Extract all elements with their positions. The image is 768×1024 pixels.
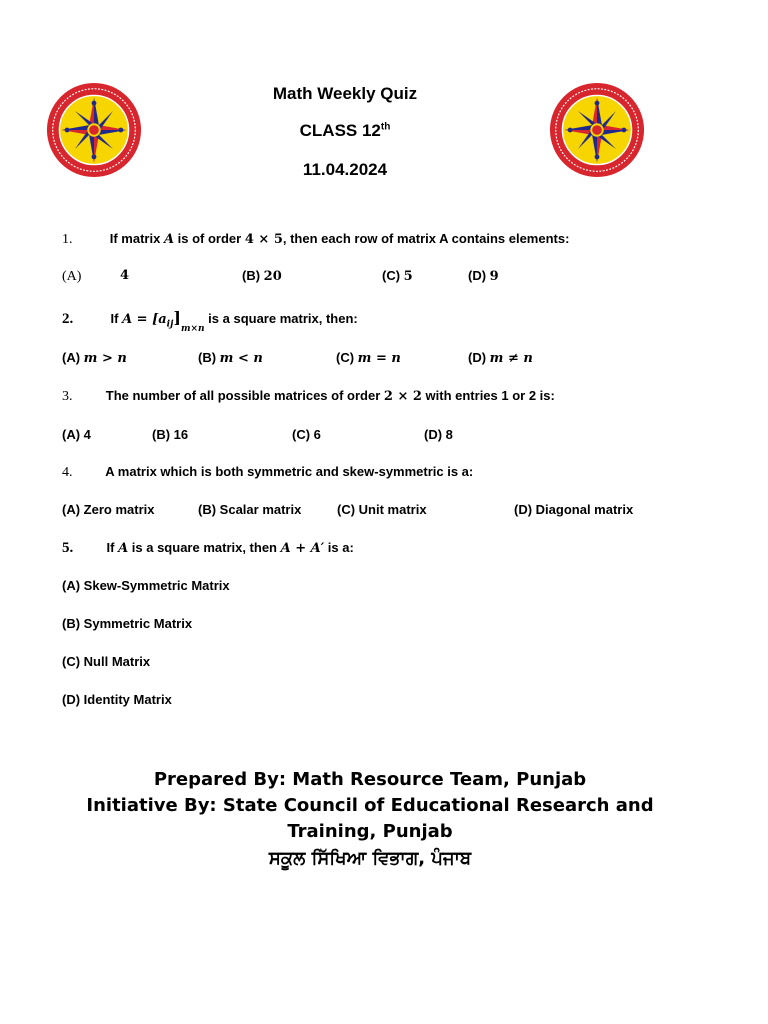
option-value: m = n	[357, 351, 401, 366]
option-letter: (B)	[242, 268, 261, 283]
q3-option-d	[424, 427, 453, 442]
q3-option-c	[292, 427, 321, 442]
question-number: 1.	[62, 232, 73, 247]
question-text: A matrix which is both symmetric and skew-symmetric is a:	[105, 464, 474, 479]
q1-option-d	[468, 268, 499, 284]
option-value: 5	[403, 269, 413, 284]
option-value: Unit matrix	[358, 502, 427, 517]
math-expr: A = [a	[122, 312, 167, 327]
math-expr: 2 × 2	[383, 389, 422, 404]
option-letter: (D)	[468, 350, 487, 365]
option-letter: (D)	[62, 692, 81, 707]
question-3	[62, 388, 555, 405]
option-letter: (C)	[337, 502, 356, 517]
q2-option-c	[336, 350, 401, 366]
question-5	[62, 540, 354, 557]
q1-option-a	[62, 268, 81, 285]
option-letter: (C)	[382, 268, 401, 283]
option-letter: (A)	[62, 427, 81, 442]
department-punjabi: ਸਕੂਲ ਸਿੱਖਿਆ ਵਿਭਾਗ, ਪੰਜਾਬ	[268, 848, 472, 869]
option-letter: (D)	[468, 268, 487, 283]
option-value: 4	[83, 427, 91, 442]
option-value: 8	[445, 427, 453, 442]
option-letter: (A)	[62, 502, 81, 517]
question-text-c: , then each row of matrix A contains elements:	[282, 231, 570, 246]
q4-option-b	[198, 502, 301, 517]
question-text-c: is a:	[324, 540, 354, 555]
option-letter: (C)	[292, 427, 311, 442]
math-order: m×n	[180, 323, 205, 334]
initiative-by: Initiative By: State Council of Educational Research and	[86, 795, 654, 816]
option-value: Skew-Symmetric Matrix	[83, 578, 230, 593]
q1-option-b	[242, 268, 282, 284]
question-text-b: with entries 1 or 2 is:	[421, 388, 555, 403]
option-value: 16	[173, 427, 189, 442]
quiz-title: Math Weekly Quiz	[272, 84, 418, 103]
option-value: 6	[313, 427, 321, 442]
option-letter: (D)	[514, 502, 533, 517]
option-value: Identity Matrix	[83, 692, 172, 707]
question-text-b: is a square matrix, then	[131, 540, 281, 555]
q3-option-b	[152, 427, 188, 442]
option-letter: (A)	[62, 578, 81, 593]
option-letter: (B)	[198, 502, 217, 517]
option-value: Diagonal matrix	[535, 502, 634, 517]
option-value: Zero matrix	[83, 502, 155, 517]
math-expr: A + A′	[280, 541, 325, 556]
q2-option-a	[62, 350, 127, 366]
q1-option-c	[382, 268, 413, 284]
math-var: A	[118, 541, 129, 556]
prepared-by: Prepared By: Math Resource Team, Punjab	[153, 769, 587, 790]
q5-option-a	[62, 578, 230, 593]
question-text-a: If	[110, 311, 123, 326]
option-value: m > n	[83, 351, 127, 366]
question-1	[62, 231, 569, 248]
class-label	[0, 121, 690, 141]
question-4	[62, 464, 473, 481]
option-value: Scalar matrix	[219, 502, 302, 517]
option-value: m ≠ n	[489, 351, 533, 366]
option-value: Null Matrix	[83, 654, 151, 669]
question-number: 3.	[62, 389, 73, 404]
option-value: 9	[489, 269, 499, 284]
question-number: 5.	[62, 540, 74, 556]
quiz-date: 11.04.2024	[302, 160, 388, 179]
option-letter: (B)	[62, 616, 81, 631]
question-number: 2.	[62, 311, 74, 327]
math-sub: ij	[166, 319, 174, 330]
q2-option-b	[198, 350, 263, 366]
option-letter: (A)	[62, 350, 81, 365]
q5-option-b	[62, 616, 192, 631]
q5-option-c	[62, 654, 150, 669]
q5-option-d	[62, 692, 172, 707]
question-text-a: The number of all possible matrices of order	[105, 388, 384, 403]
q4-option-c	[337, 502, 427, 517]
math-expr: 4 × 5	[244, 232, 283, 247]
question-number: 4.	[62, 465, 73, 480]
option-letter: (B)	[198, 350, 217, 365]
option-letter: (C)	[336, 350, 355, 365]
math-bracket: ]	[173, 308, 181, 327]
option-value: m < n	[219, 351, 263, 366]
question-text-b: is of order	[174, 231, 245, 246]
question-2	[62, 308, 358, 334]
option-letter: (C)	[62, 654, 81, 669]
question-text-b: is a square matrix, then:	[208, 311, 358, 326]
math-var: A	[163, 232, 175, 247]
class-label-text: CLASS 12	[299, 121, 381, 140]
class-label-superscript: th	[380, 121, 391, 133]
initiative-by-cont: Training, Punjab	[287, 821, 453, 842]
q2-option-d	[468, 350, 533, 366]
option-letter: (D)	[424, 427, 443, 442]
option-value: 20	[263, 269, 282, 284]
option-letter: (B)	[152, 427, 171, 442]
q4-option-a	[62, 502, 154, 517]
q3-option-a	[62, 427, 91, 442]
option-letter: (A)	[62, 269, 82, 284]
q1-option-a-value: 4	[120, 268, 130, 283]
question-text-a: If	[106, 540, 119, 555]
question-text-a: If matrix	[109, 231, 164, 246]
option-value: Symmetric Matrix	[83, 616, 193, 631]
q4-option-d	[514, 502, 633, 517]
